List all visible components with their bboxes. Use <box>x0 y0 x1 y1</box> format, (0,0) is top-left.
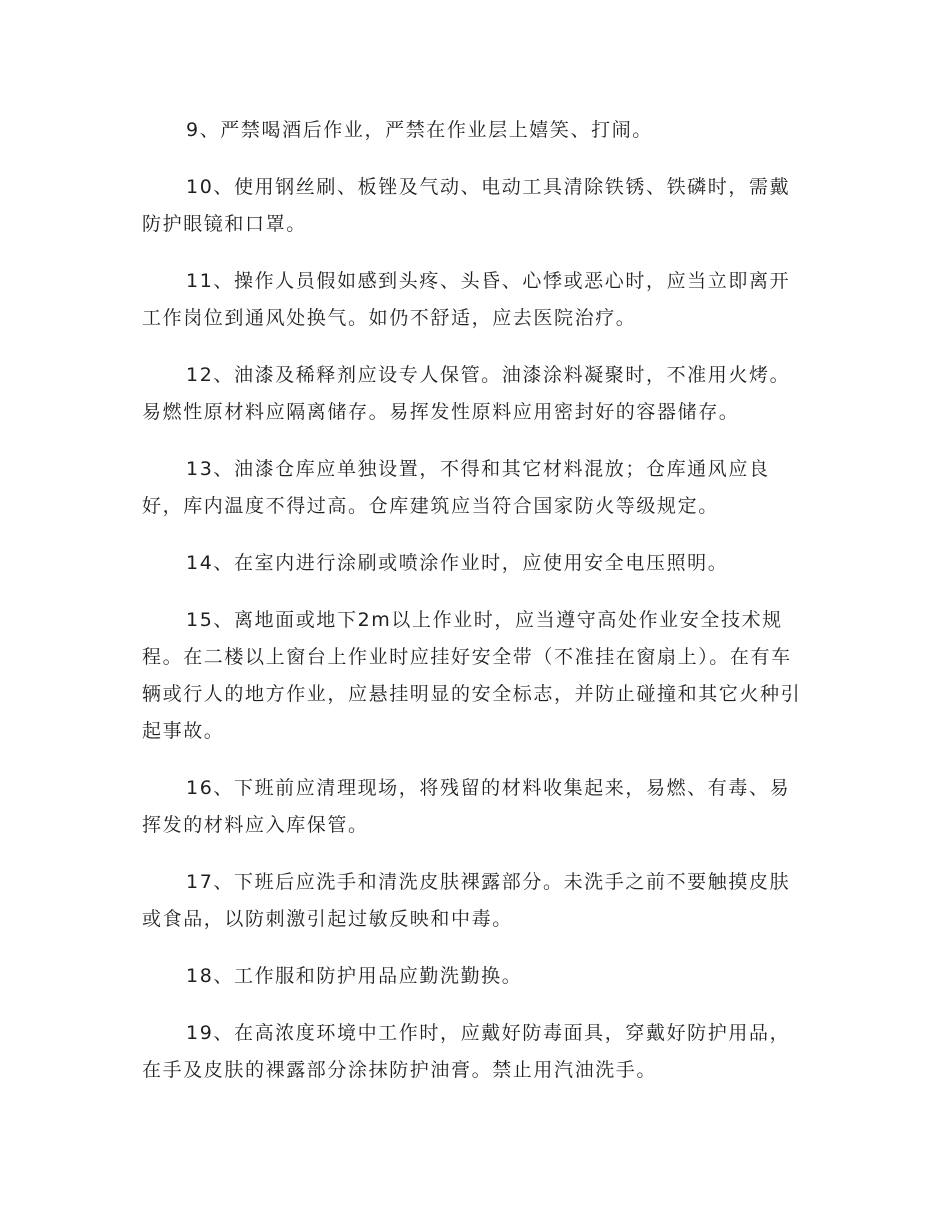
paragraph-item-15: 15、离地面或地下2m以上作业时，应当遵守高处作业安全技术规程。在二楼以上窗台上作业时应挂好安全带（不准挂在窗扇上）。在有车辆或行人的地方作业，应悬挂明显的安全标志，并防止碰撞和其它火种引起事故。 <box>142 609 802 742</box>
paragraph-item-18: 18、工作服和防护用品应勤洗勤换。 <box>186 965 523 987</box>
paragraph-item-16: 16、下班前应清理现场，将残留的材料收集起来，易燃、有毒、易挥发的材料应入库保管。 <box>142 777 791 836</box>
paragraph-item-11: 11、操作人员假如感到头疼、头昏、心悸或恶心时，应当立即离开工作岗位到通风处换气。如仍不舒适，应去医院治疗。 <box>142 270 791 329</box>
paragraph-item-10: 10、使用钢丝刷、板锉及气动、电动工具清除铁锈、铁磷时，需戴防护眼镜和口罩。 <box>142 176 791 235</box>
document-body <box>142 112 810 1109</box>
paragraph-item-19: 19、在高浓度环境中工作时，应戴好防毒面具，穿戴好防护用品，在手及皮肤的裸露部分涂抹防护油膏。禁止用汽油洗手。 <box>142 1022 791 1081</box>
paragraph-item-9: 9、严禁喝酒后作业，严禁在作业层上嬉笑、打闹。 <box>186 119 653 141</box>
paragraph-item-17: 17、下班后应洗手和清洗皮肤裸露部分。未洗手之前不要触摸皮肤或食品，以防刺激引起过敏反映和中毒。 <box>142 871 791 930</box>
paragraph-item-14: 14、在室内进行涂刷或喷涂作业时，应使用安全电压照明。 <box>186 552 729 574</box>
paragraph-item-13: 13、油漆仓库应单独设置，不得和其它材料混放；仓库通风应良好，库内温度不得过高。仓库建筑应当符合国家防火等级规定。 <box>142 458 770 517</box>
paragraph-item-12: 12、油漆及稀释剂应设专人保管。油漆涂料凝聚时，不准用火烤。易燃性原材料应隔离储存。易挥发性原料应用密封好的容器储存。 <box>142 364 791 423</box>
